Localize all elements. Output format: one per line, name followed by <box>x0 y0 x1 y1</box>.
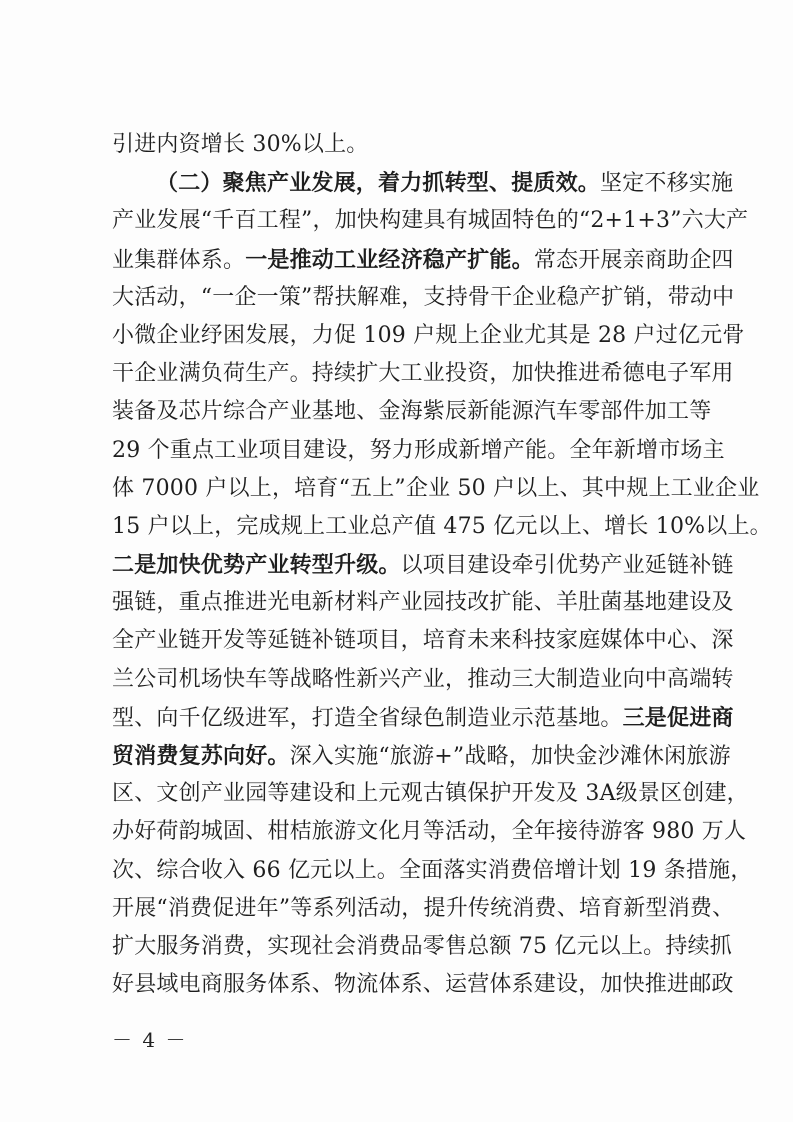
text-line: 扩大服务消费，实现社会消费品零售总额 75 亿元以上。持续抓 <box>112 933 732 959</box>
text-line: 大活动，“一企一策”帮扶解难，支持骨干企业稳产扩销，带动中 <box>112 284 735 310</box>
text-line: 贸消费复苏向好。深入实施“旅游+”战略，加快金沙滩休闲旅游 <box>112 743 731 769</box>
text-line: 开展“消费促进年”等系列活动，提升传统消费、培育新型消费、 <box>112 895 735 921</box>
bold-point: 一是推动工业经济稳产扩能。 <box>245 246 534 273</box>
text-line: 产业发展“千百工程”，加快构建具有城固特色的“2+1+3”六大产 <box>112 208 749 234</box>
text-line: 好县域电商服务体系、物流体系、运营体系建设，加快推进邮政 <box>112 972 734 998</box>
text-line: 干企业满负荷生产。持续扩大工业投资，加快推进希德电子军用 <box>112 361 734 387</box>
text-line: 小微企业纾困发展，力促 109 户规上企业尤其是 28 户过亿元骨 <box>112 322 745 348</box>
text-line: 引进内资增长 30%以上。 <box>112 132 369 157</box>
page-number: － 4 － <box>112 1028 188 1052</box>
text-line: （二）聚焦产业发展，着力抓转型、提质效。坚定不移实施 <box>156 170 734 197</box>
text-line: 兰公司机场快车等战略性新兴产业，推动三大制造业向中高端转 <box>112 666 734 692</box>
bold-point: 贸消费复苏向好。 <box>112 743 290 769</box>
text-line: 区、文创产业园等建设和上元观古镇保护开发及 3A级景区创建， <box>112 781 749 807</box>
text-line: 次、综合收入 66 亿元以上。全面落实消费倍增计划 19 条措施， <box>112 857 753 883</box>
text-line: 全产业链开发等延链补链项目，培育未来科技家庭媒体中心、深 <box>112 628 734 654</box>
text-line: 型、向千亿级进军，打造全省绿色制造业示范基地。三是促进商 <box>112 704 734 731</box>
text-line: 体 7000 户以上，培育“五上”企业 50 户以上、其中规上工业企业 <box>112 475 760 501</box>
bold-point: 二是加快优势产业转型升级。 <box>112 552 401 579</box>
text-line: 业集群体系。一是推动工业经济稳产扩能。常态开展亲商助企四 <box>112 246 734 273</box>
text-line: 办好荷韵城固、柑桔旅游文化月等活动，全年接待游客 980 万人 <box>112 819 747 845</box>
text-line: 强链，重点推进光电新材料产业园技改扩能、羊肚菌基地建设及 <box>112 590 734 616</box>
section-heading: （二）聚焦产业发展，着力抓转型、提质效。 <box>156 170 601 197</box>
text-line: 15 户以上，完成规上工业总产值 475 亿元以上、增长 10%以上。 <box>112 513 772 539</box>
bold-point: 三是促进商 <box>622 704 734 731</box>
body-text <box>112 126 772 1004</box>
text-line: 装备及芯片综合产业基地、金海紫辰新能源汽车零部件加工等 <box>112 399 712 425</box>
text-line: 29 个重点工业项目建设，努力形成新增产能。全年新增市场主 <box>112 437 725 463</box>
text-line: 二是加快优势产业转型升级。以项目建设牵引优势产业延链补链 <box>112 552 734 579</box>
